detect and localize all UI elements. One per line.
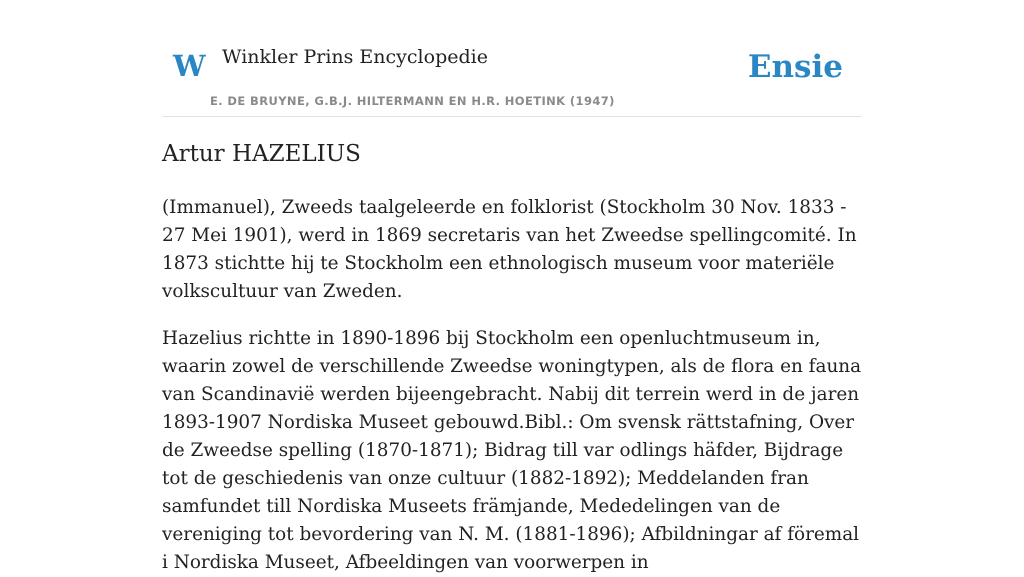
article-title: Artur HAZELIUS <box>162 141 361 167</box>
article-paragraph: Hazelius richtte in 1890-1896 bij Stockholm een openluchtmuseum in, waarin zowel de verschillende Zweedse woningtypen, als de flora en fauna van Scandinavië werden bijeengebracht. Nabij dit terrein werd in de jaren 1893-1907 Nordiska Museet gebouwd.Bibl.: Om svensk rättstafning, Over de Zweedse spelling (1870-1871); Bidrag till var odlings häfder, Bijdrage tot de geschiedenis van onze cultuur (1882-1892); Meddelanden fran samfundet till Nordiska Museets främjande, Mededelingen van de vereniging tot bevordering van N. M. (1881-1896); Afbildningar af föremal i Nordiska Museet, Afbeeldingen van voorwerpen in <box>162 327 862 573</box>
winkler-prins-logo-icon[interactable]: W <box>173 49 206 83</box>
article <box>162 141 862 577</box>
ensie-home-link[interactable]: Ensie <box>747 49 843 85</box>
article-paragraph: (Immanuel), Zweeds taalgeleerde en folklorist (Stockholm 30 Nov. 1833 - 27 Mei 1901), werd in 1869 secretaris van het Zweedse spellingcomité. In 1873 stichtte hij te Stockholm een ethnologisch museum voor materiële volkscultuur van Zweden. <box>162 196 857 302</box>
source-header <box>162 0 862 117</box>
source-authors: E. DE BRUYNE, G.B.J. HILTERMANN EN H.R. HOETINK (1947) <box>210 94 615 108</box>
page <box>162 0 862 577</box>
source-title[interactable]: Winkler Prins Encyclopedie <box>222 46 488 68</box>
